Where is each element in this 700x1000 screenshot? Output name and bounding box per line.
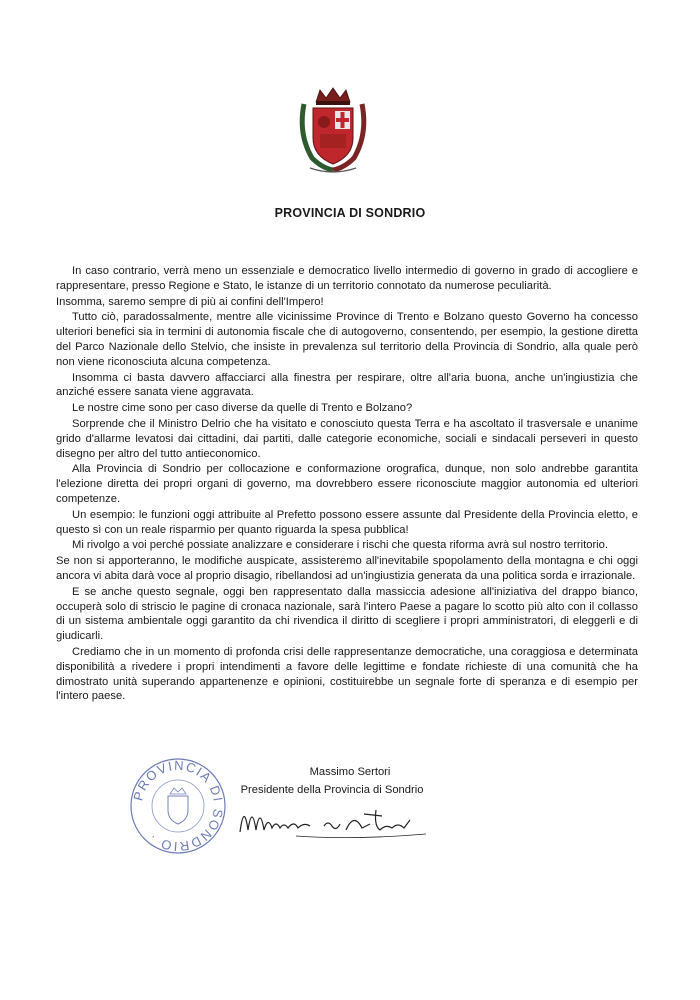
paragraph: Insomma ci basta davvero affacciarci alla finestra per respirare, oltre all'aria buona, anche un'ingiustizia che anziché essere sanata viene aggravata. — [56, 371, 638, 399]
svg-text:PROVINCIA DI SONDRIO ·: PROVINCIA DI SONDRIO · — [130, 757, 227, 855]
paragraph: Se non si apporteranno, le modifiche auspicate, assisteremo all'inevitabile spopolamento della montagna e chi oggi ancora vi abita darà voce al proprio disagio, ribellandosi ad un'ingiustizia generata da una politica sorda e irrazionale. — [56, 555, 638, 582]
paragraph: Tutto ciò, paradossalmente, mentre alle vicinissime Province di Trento e Bolzano questo Governo ha concesso ulteriori benefici sia in termini di autonomia fiscale che di autogoverno, consentendo, per esempio, la gestione diretta del Parco Nazionale dello Stelvio, che insiste in prevalenza sul territorio della Provincia di Sondrio, alla quale però non viene riconosciuta alcuna competenza. — [56, 311, 638, 368]
paragraph: Crediamo che in un momento di profonda crisi delle rappresentanze democratiche, una coraggiosa e determinata disponibilità a rivedere i propri intendimenti a favore delle legittime e fondate richieste di una comunità che ha dimostrato unità superando appartenenze e opinioni, costituirebbe un segnale forte di speranza e di esempio per l'intero paese. — [56, 645, 638, 703]
paragraph: Un esempio: le funzioni oggi attribuite al Prefetto possono essere assunte dal Presidente della Provincia eletto, e questo sì con un reale risparmio per quanto riguarda la spesa pubblica! — [56, 508, 638, 536]
signatory-name: Massimo Sertori — [309, 766, 391, 778]
handwritten-signature — [236, 796, 456, 842]
document-title: PROVINCIA DI SONDRIO — [274, 206, 426, 220]
letter-body — [56, 264, 638, 705]
paragraph: Le nostre cime sono per caso diverse da quelle di Trento e Bolzano? — [72, 402, 413, 415]
paragraph: Alla Provincia di Sondrio per collocazione e conformazione orografica, dunque, non solo andrebbe garantita l'elezione diretta dei propri organi di governo, ma dovrebbero essere riconosciute maggior autonomia ed ulteriori competenze. — [56, 463, 638, 505]
paragraph: Insomma, saremo sempre di più ai confini dell'Impero! — [56, 295, 324, 308]
paragraph: Sorprende che il Ministro Delrio che ha visitato e conosciuto questa Terra e ha ascoltato il trasversale e unanime grido d'allarme levatosi dai cittadini, dai partiti, dalle categorie economiche, sociali e sindacali perseveri in questo disegno per altro del tutto antieconomico. — [56, 417, 638, 460]
paragraph: In caso contrario, verrà meno un essenziale e democratico livello intermedio di governo in grado di accogliere e rappresentare, presso Regione e Stato, le istanze di un territorio connotato da numerose peculiarità. — [56, 265, 638, 292]
signatory-role: Presidente della Provincia di Sondrio — [240, 784, 424, 796]
paragraph: Mi rivolgo a voi perché possiate analizzare e considerare i rischi che questa riforma avrà sul nostro territorio. — [72, 539, 608, 552]
paragraph: E se anche questo segnale, oggi ben rappresentato dalla massiccia adesione all'iniziativa del drappo bianco, occuperà solo di striscio le pagine di cronaca nazionale, sarà l'intero Paese a pagare lo scotto più alto con il collasso di un sistema ambientale oggi garantito da chi rivendica il diritto di scegliere i propri amministratori, di eleggerli e di giudicarli. — [56, 585, 638, 643]
coat-of-arms-emblem — [296, 84, 370, 176]
